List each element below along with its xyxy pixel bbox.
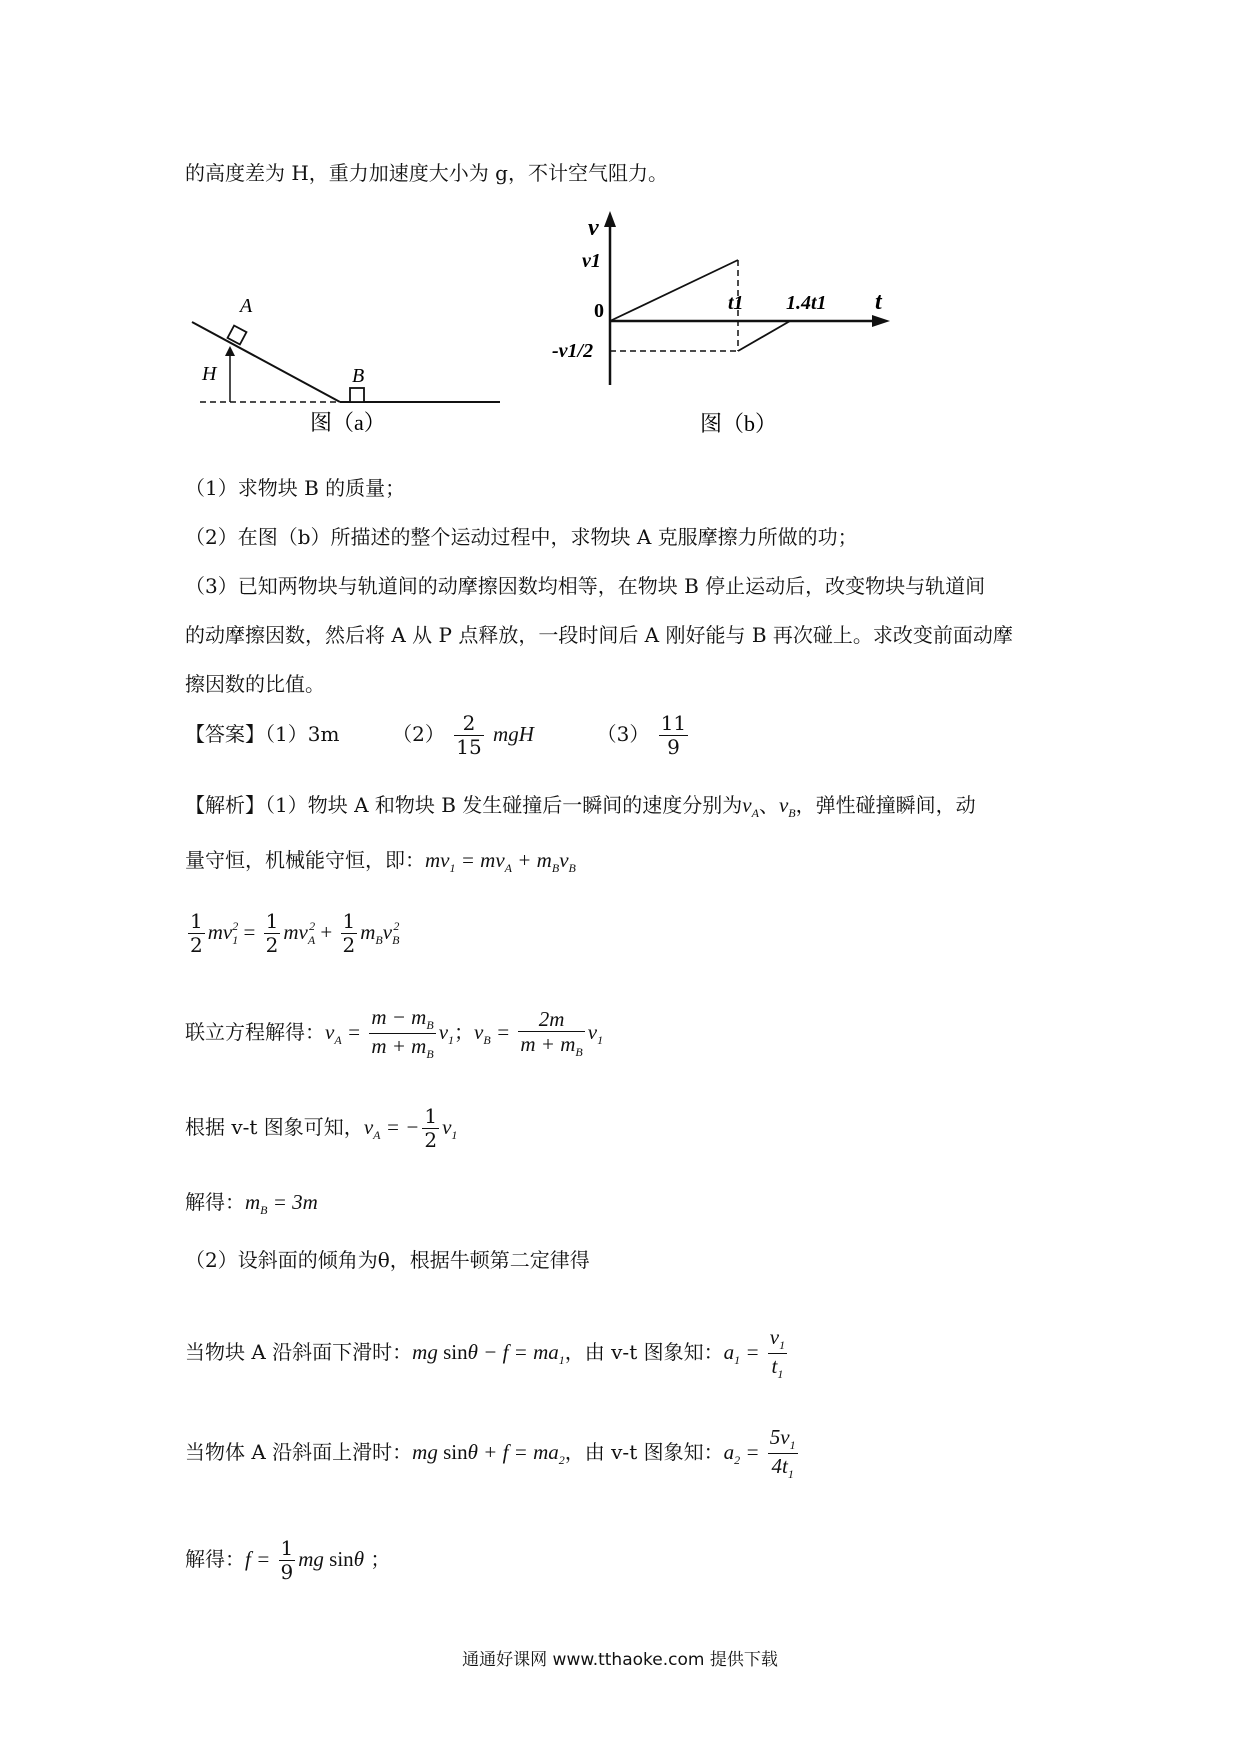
analysis-line-5: 根据 v-t 图象可知，$v_A$ = − $\frac{1}{2}$ $v_1$ bbox=[185, 1104, 458, 1152]
analysis-line-10: 解得：f = $\frac{1}{9}$ mg sinθ ； bbox=[185, 1536, 391, 1584]
question-3-line1: （3）已知两物块与轨道间的动摩擦因数均相等，在物块 B 停止运动后，改变物块与轨道间 bbox=[185, 574, 986, 598]
analysis-line-8: 当物块 A 沿斜面下滑时：mg $\sin\theta - f = ma_1$，由 v-t 图象知：$a_1$ = $\frac{v_1}{t_1}$ bbox=[185, 1325, 786, 1381]
analysis-line-9: 当物体 A 沿斜面上滑时：mg $\sin\theta + f = ma_2$，由 v-t 图象知：$a_2$ = $\frac{5v_1}{4t_1}$ bbox=[185, 1425, 796, 1481]
origin-label: 0 bbox=[594, 300, 604, 322]
answer-line bbox=[185, 712, 691, 759]
question-3-line2: 的动摩擦因数，然后将 A 从 P 点释放，一段时间后 A 刚好能与 B 再次碰上。求改变前面动摩 bbox=[185, 623, 1013, 647]
figure-b bbox=[540, 205, 910, 445]
answer-part3: （3） bbox=[596, 722, 650, 746]
velocity-rise bbox=[610, 260, 738, 321]
question-2: （2）在图（b）所描述的整个运动过程中，求物块 A 克服摩擦力所做的功； bbox=[185, 525, 858, 549]
velocity-return bbox=[738, 321, 790, 351]
answer-part2-fraction: $\frac{2}{15}$ bbox=[456, 711, 482, 759]
block-b bbox=[350, 388, 364, 402]
answer-label: 【答案】（1）3m bbox=[185, 722, 340, 746]
axis-t-label: t bbox=[875, 289, 882, 315]
v1-label: v1 bbox=[582, 250, 601, 272]
label-h: H bbox=[202, 363, 217, 385]
label-a: A bbox=[240, 295, 253, 317]
question-1: （1）求物块 B 的质量； bbox=[185, 476, 406, 500]
label-b: B bbox=[352, 365, 365, 387]
analysis-line-7: （2）设斜面的倾角为θ，根据牛顿第二定律得 bbox=[185, 1248, 590, 1272]
analysis-line-1: 【解析】（1）物块 A 和物块 B 发生碰撞后一瞬间的速度分别为$v_A$、$v_B$，弹性碰撞瞬间，动 bbox=[185, 793, 976, 820]
analysis-line-6: 解得：$m_B = 3m$ bbox=[185, 1190, 318, 1217]
question-3-line3: 擦因数的比值。 bbox=[185, 672, 325, 696]
answer-part2: （2） bbox=[392, 722, 445, 746]
answer-part2-tail: mgH bbox=[493, 722, 534, 746]
axis-v-label: v bbox=[588, 215, 599, 241]
v-axis-arrow bbox=[604, 211, 616, 227]
neg-label: -v1/2 bbox=[552, 340, 594, 362]
figure-a bbox=[180, 290, 520, 440]
page-footer: 通通好课网 www.tthaoke.com 提供下载 bbox=[462, 1650, 778, 1670]
analysis-line-2: 量守恒，机械能守恒，即：$mv_1 = mv_A + m_Bv_B$ bbox=[185, 848, 576, 875]
height-arrow-head bbox=[225, 346, 235, 356]
t1-label: t1 bbox=[728, 292, 744, 314]
analysis-line-4: 联立方程解得：$v_A$ = $\frac{m - m_B}{m + m_B}$ $v_1$；$v_B$ = $\frac{2m}{m + m_B}$ $v_1$ bbox=[185, 1005, 604, 1061]
t14-label: 1.4t1 bbox=[786, 292, 827, 314]
incline-line bbox=[192, 322, 340, 402]
answer-part3-fraction: $\frac{11}{9}$ bbox=[660, 711, 687, 759]
caption-a: 图（a） bbox=[310, 410, 386, 435]
energy-equation: $\frac{1}{2}$ $mv_1^2$ = $\frac{1}{2}$ $mv_A^2$ + $\frac{1}{2}$ $m_Bv_B^2$ bbox=[190, 909, 400, 957]
intro-line: 的高度差为 H，重力加速度大小为 g，不计空气阻力。 bbox=[185, 161, 668, 185]
caption-b: 图（b） bbox=[700, 411, 778, 436]
t-axis-arrow bbox=[872, 315, 890, 327]
